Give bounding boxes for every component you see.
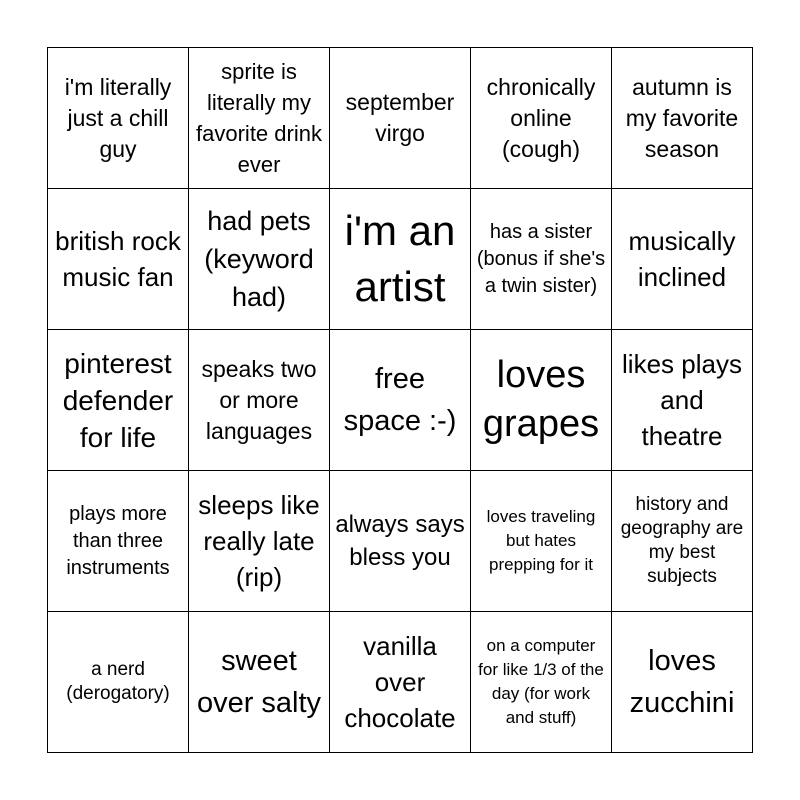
bingo-cell-r5c2[interactable] bbox=[189, 612, 330, 753]
bingo-cell-r4c2[interactable] bbox=[189, 471, 330, 612]
bingo-cell-r1c1[interactable] bbox=[48, 48, 189, 189]
bingo-cell-text: i'm literally just a chill guy bbox=[64, 73, 172, 162]
bingo-cell-r3c1[interactable] bbox=[48, 330, 189, 471]
bingo-cell-r4c5[interactable] bbox=[612, 471, 753, 612]
bingo-cell-text: september virgo bbox=[345, 89, 455, 146]
bingo-cell-text: sleeps like really late (rip) bbox=[198, 490, 320, 592]
bingo-card-grid bbox=[47, 47, 753, 753]
bingo-cell-r3c3-free-space[interactable] bbox=[330, 330, 471, 471]
bingo-cell-r3c4[interactable] bbox=[471, 330, 612, 471]
bingo-cell-r5c4[interactable] bbox=[471, 612, 612, 753]
bingo-cell-text: always says bless you bbox=[335, 511, 465, 571]
bingo-cell-r5c1[interactable] bbox=[48, 612, 189, 753]
bingo-cell-text: has a sister (bonus if she's a twin sister) bbox=[476, 220, 606, 297]
bingo-cell-r3c2[interactable] bbox=[189, 330, 330, 471]
bingo-cell-text: free space :-) bbox=[343, 363, 457, 437]
bingo-cell-text: sprite is literally my favorite drink ever bbox=[196, 59, 322, 177]
bingo-cell-r1c2[interactable] bbox=[189, 48, 330, 189]
bingo-cell-text: on a computer for like 1/3 of the day (for work and stuff) bbox=[478, 636, 604, 727]
bingo-cell-text: pinterest defender for life bbox=[62, 347, 174, 453]
bingo-cell-text: speaks two or more languages bbox=[201, 355, 317, 444]
bingo-cell-text: history and geography are my best subjects bbox=[620, 494, 744, 587]
bingo-cell-r5c3[interactable] bbox=[330, 612, 471, 753]
bingo-cell-r5c5[interactable] bbox=[612, 612, 753, 753]
bingo-cell-text: autumn is my favorite season bbox=[625, 73, 739, 162]
bingo-cell-r2c5[interactable] bbox=[612, 189, 753, 330]
bingo-cell-text: i'm an artist bbox=[344, 207, 456, 310]
bingo-cell-r1c5[interactable] bbox=[612, 48, 753, 189]
bingo-cell-r2c3[interactable] bbox=[330, 189, 471, 330]
bingo-cell-text: chronically online (cough) bbox=[486, 73, 596, 162]
bingo-cell-text: vanilla over chocolate bbox=[344, 631, 456, 733]
bingo-cell-text: loves grapes bbox=[482, 354, 600, 445]
bingo-cell-text: likes plays and theatre bbox=[622, 349, 742, 451]
bingo-cell-r1c3[interactable] bbox=[330, 48, 471, 189]
bingo-cell-r2c2[interactable] bbox=[189, 189, 330, 330]
bingo-cell-text: british rock music fan bbox=[55, 226, 181, 292]
bingo-cell-r3c5[interactable] bbox=[612, 330, 753, 471]
bingo-cell-text: loves traveling but hates prepping for it bbox=[486, 507, 596, 574]
bingo-cell-text: plays more than three instruments bbox=[66, 502, 170, 579]
bingo-cell-text: musically inclined bbox=[628, 226, 736, 292]
bingo-cell-r2c1[interactable] bbox=[48, 189, 189, 330]
bingo-cell-r4c4[interactable] bbox=[471, 471, 612, 612]
bingo-cell-r1c4[interactable] bbox=[471, 48, 612, 189]
bingo-cell-text: a nerd (derogatory) bbox=[66, 659, 170, 704]
bingo-cell-r4c1[interactable] bbox=[48, 471, 189, 612]
bingo-cell-text: had pets (keyword had) bbox=[204, 206, 314, 312]
bingo-cell-r4c3[interactable] bbox=[330, 471, 471, 612]
bingo-cell-r2c4[interactable] bbox=[471, 189, 612, 330]
bingo-cell-text: loves zucchini bbox=[629, 645, 735, 719]
bingo-cell-text: sweet over salty bbox=[196, 645, 322, 719]
